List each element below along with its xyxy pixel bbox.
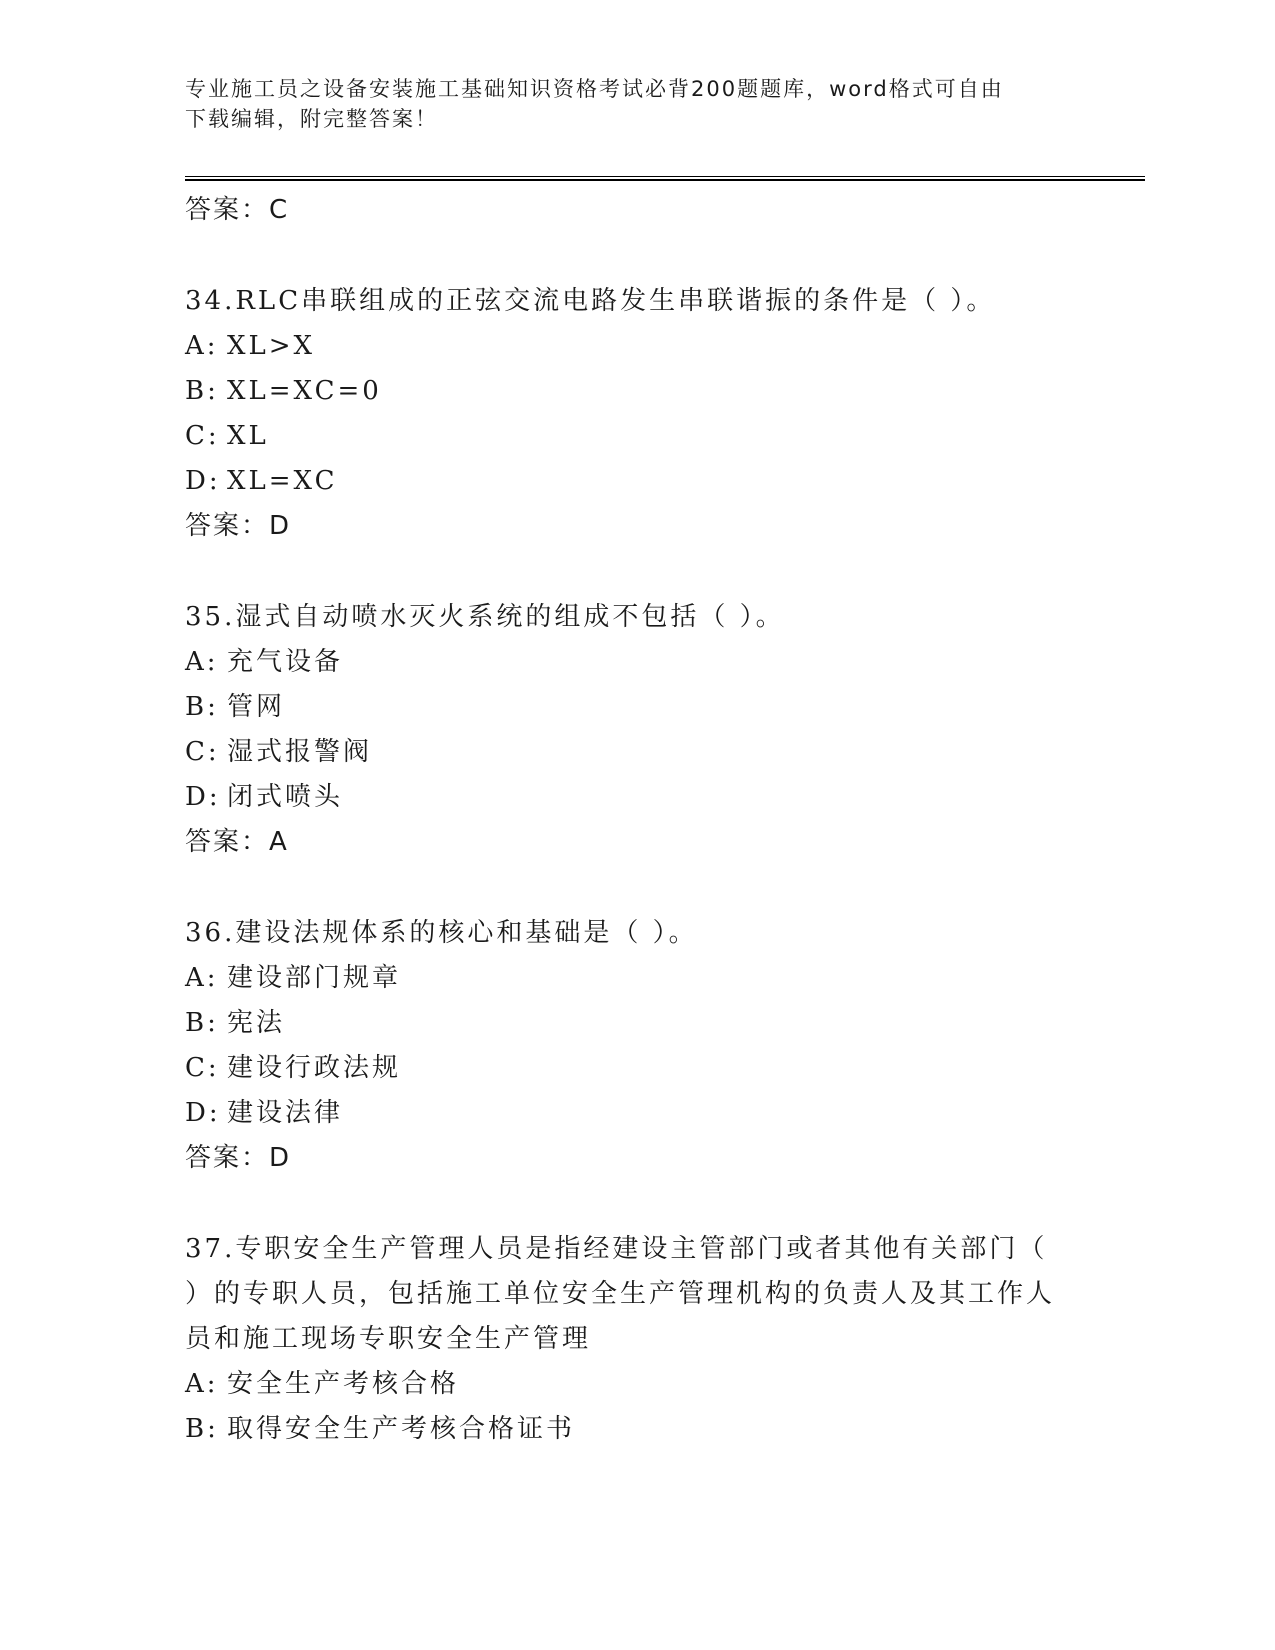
question-35 [185, 595, 1085, 865]
question-stem-line-1: 37.专职安全生产管理人员是指经建设主管部门或者其他有关部门（ [185, 1234, 1048, 1264]
question-34 [185, 279, 1085, 549]
option-c [185, 730, 1085, 775]
question-stem: 36.建设法规体系的核心和基础是（ ）。 [185, 918, 698, 948]
option-text: XL>X [227, 331, 316, 361]
option-text: 建设部门规章 [227, 963, 402, 993]
option-key: A: [185, 1369, 219, 1399]
option-key: D: [185, 1098, 221, 1128]
option-key: B: [185, 692, 219, 722]
option-text: XL=XC [227, 466, 338, 496]
question-37 [185, 1227, 1085, 1452]
option-b [185, 369, 1085, 414]
option-text: 建设法律 [227, 1098, 344, 1128]
option-key: C: [185, 1053, 220, 1083]
option-text: 管网 [227, 692, 286, 722]
option-key: A: [185, 647, 219, 677]
option-a [185, 1362, 1085, 1407]
question-36 [185, 911, 1085, 1181]
answer-line: 答案：D [185, 1143, 292, 1173]
option-a [185, 324, 1085, 369]
option-key: D: [185, 466, 221, 496]
option-key: B: [185, 1008, 219, 1038]
option-a [185, 640, 1085, 685]
option-b [185, 685, 1085, 730]
option-c [185, 414, 1085, 459]
question-stem: 34.RLC串联组成的正弦交流电路发生串联谐振的条件是（ ）。 [185, 286, 996, 316]
option-key: B: [185, 376, 219, 406]
option-text: 宪法 [227, 1008, 286, 1038]
option-text: 取得安全生产考核合格证书 [227, 1414, 576, 1444]
question-stem-line-3: 员和施工现场专职安全生产管理 [185, 1324, 592, 1354]
option-text: 闭式喷头 [227, 782, 344, 812]
option-key: B: [185, 1414, 219, 1444]
option-text: 充气设备 [227, 647, 344, 677]
option-a [185, 956, 1085, 1001]
option-key: D: [185, 782, 221, 812]
document-header [185, 74, 1065, 134]
option-c [185, 1046, 1085, 1091]
answer-line: 答案：D [185, 511, 292, 541]
question-stem: 35.湿式自动喷水灭火系统的组成不包括（ ）。 [185, 602, 785, 632]
header-line-1: 专业施工员之设备安装施工基础知识资格考试必背200题题库，word格式可自由 [185, 77, 1004, 101]
question-list [185, 188, 1085, 1452]
header-divider [185, 176, 1145, 181]
option-text: XL=XC=0 [227, 376, 382, 406]
option-text: 建设行政法规 [227, 1053, 402, 1083]
option-d [185, 775, 1085, 820]
option-text: 湿式报警阀 [227, 737, 373, 767]
answer-line: 答案：A [185, 827, 289, 857]
option-key: A: [185, 963, 219, 993]
option-b [185, 1407, 1085, 1452]
question-stem-line-2: ）的专职人员，包括施工单位安全生产管理机构的负责人及其工作人 [185, 1279, 1056, 1309]
option-key: C: [185, 737, 220, 767]
option-text: 安全生产考核合格 [227, 1369, 460, 1399]
header-line-2: 下载编辑，附完整答案！ [185, 107, 438, 131]
option-text: XL [227, 421, 269, 451]
option-key: A: [185, 331, 219, 361]
option-b [185, 1001, 1085, 1046]
option-d [185, 1091, 1085, 1136]
previous-answer: 答案：C [185, 195, 290, 225]
option-key: C: [185, 421, 220, 451]
option-d [185, 459, 1085, 504]
